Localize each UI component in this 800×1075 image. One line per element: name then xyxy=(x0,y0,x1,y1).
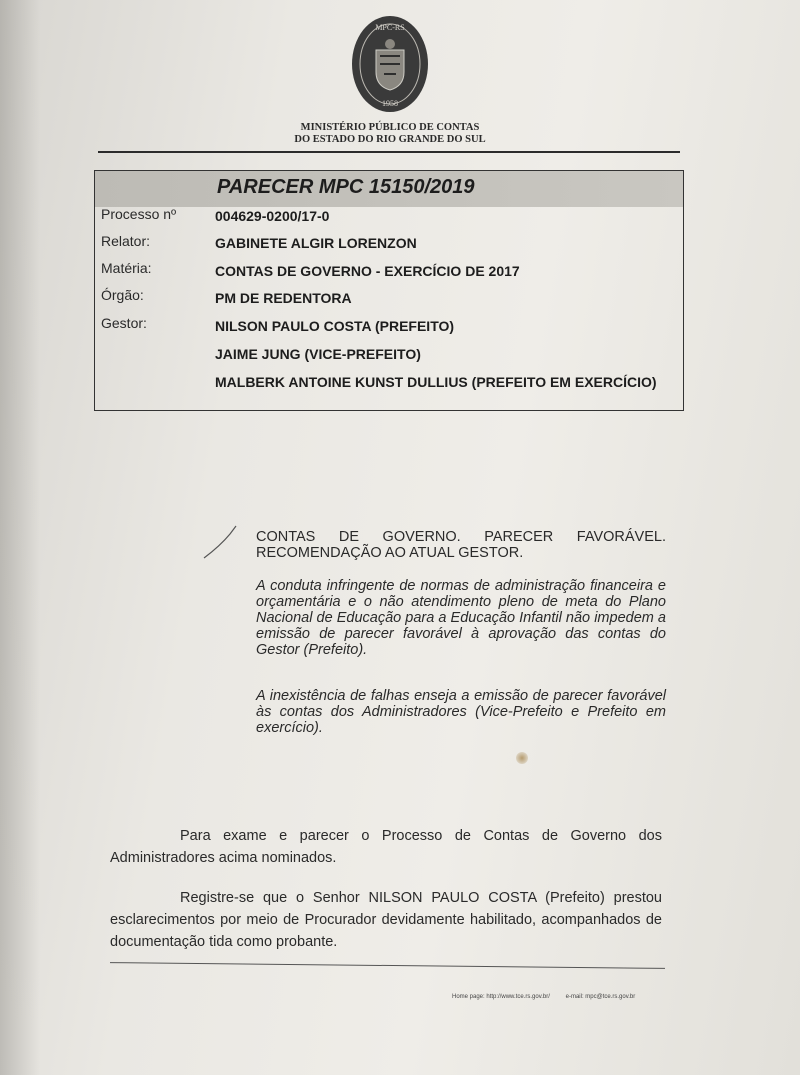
gestor-label: Gestor: xyxy=(101,315,147,331)
processo-label: Processo nº xyxy=(101,206,177,222)
materia-label: Matéria: xyxy=(101,260,152,276)
footer-email: e-mail: mpc@tce.rs.gov.br xyxy=(565,994,636,1000)
gestor-value-1: NILSON PAULO COSTA (PREFEITO) xyxy=(215,318,455,334)
body-paragraph-2: Registre-se que o Senhor NILSON PAULO COSTA (Prefeito) prestou esclarecimentos por meio de Procurador devidamente habilitado, acompanhados de documentação tida como probante. xyxy=(110,890,662,950)
page-shadow xyxy=(0,0,40,1075)
summary-paragraph-2: A inexistência de falhas enseja a emissão de parecer favorável às contas dos Administradores (Vice-Prefeito e Prefeito em exercício). xyxy=(256,688,666,736)
orgao-label: Órgão: xyxy=(101,287,144,303)
mpc-seal-icon xyxy=(350,14,430,114)
materia-value: CONTAS DE GOVERNO - EXERCÍCIO DE 2017 xyxy=(215,263,520,279)
seal-year: 1958 xyxy=(382,99,398,108)
seal-top-text: MPC-RS xyxy=(375,23,405,32)
summary-heading: CONTAS DE GOVERNO. PARECER FAVORÁVEL. RECOMENDAÇÃO AO ATUAL GESTOR. xyxy=(256,529,666,561)
relator-label: Relator: xyxy=(101,233,151,249)
paper-stain xyxy=(516,752,528,764)
footer-homepage: Home page: http://www.tce.rs.gov.br/ xyxy=(452,994,550,1000)
relator-value: GABINETE ALGIR LORENZON xyxy=(215,235,417,251)
pen-mark xyxy=(200,524,240,564)
body-paragraph-1: Para exame e parecer o Processo de Contas de Governo dos Administradores acima nominados. xyxy=(110,828,662,866)
parecer-title: PARECER MPC 15150/2019 xyxy=(217,176,475,198)
footer-divider xyxy=(110,962,665,969)
ministry-line-2: DO ESTADO DO RIO GRANDE DO SUL xyxy=(294,134,486,145)
gestor-value-2: JAIME JUNG (VICE-PREFEITO) xyxy=(215,346,421,362)
summary-paragraph-1: A conduta infringente de normas de administração financeira e orçamentária e o não atendimento pleno de meta do Plano Nacional de Educação para a Educação Infantil não impedem a emissão de parecer favorável à aprovação das contas do Gestor (Prefeito). xyxy=(256,578,666,658)
header-divider xyxy=(98,151,680,153)
orgao-value: PM DE REDENTORA xyxy=(215,290,352,306)
processo-value: 004629-0200/17-0 xyxy=(215,208,330,224)
process-info-box xyxy=(94,170,684,411)
ministry-line-1: MINISTÉRIO PÚBLICO DE CONTAS xyxy=(300,122,480,133)
title-band xyxy=(95,171,683,207)
footer xyxy=(452,994,649,1000)
gestor-value-3: MALBERK ANTOINE KUNST DULLIUS (PREFEITO EM EXERCÍCIO) xyxy=(215,374,657,390)
ministry-header xyxy=(240,122,540,146)
